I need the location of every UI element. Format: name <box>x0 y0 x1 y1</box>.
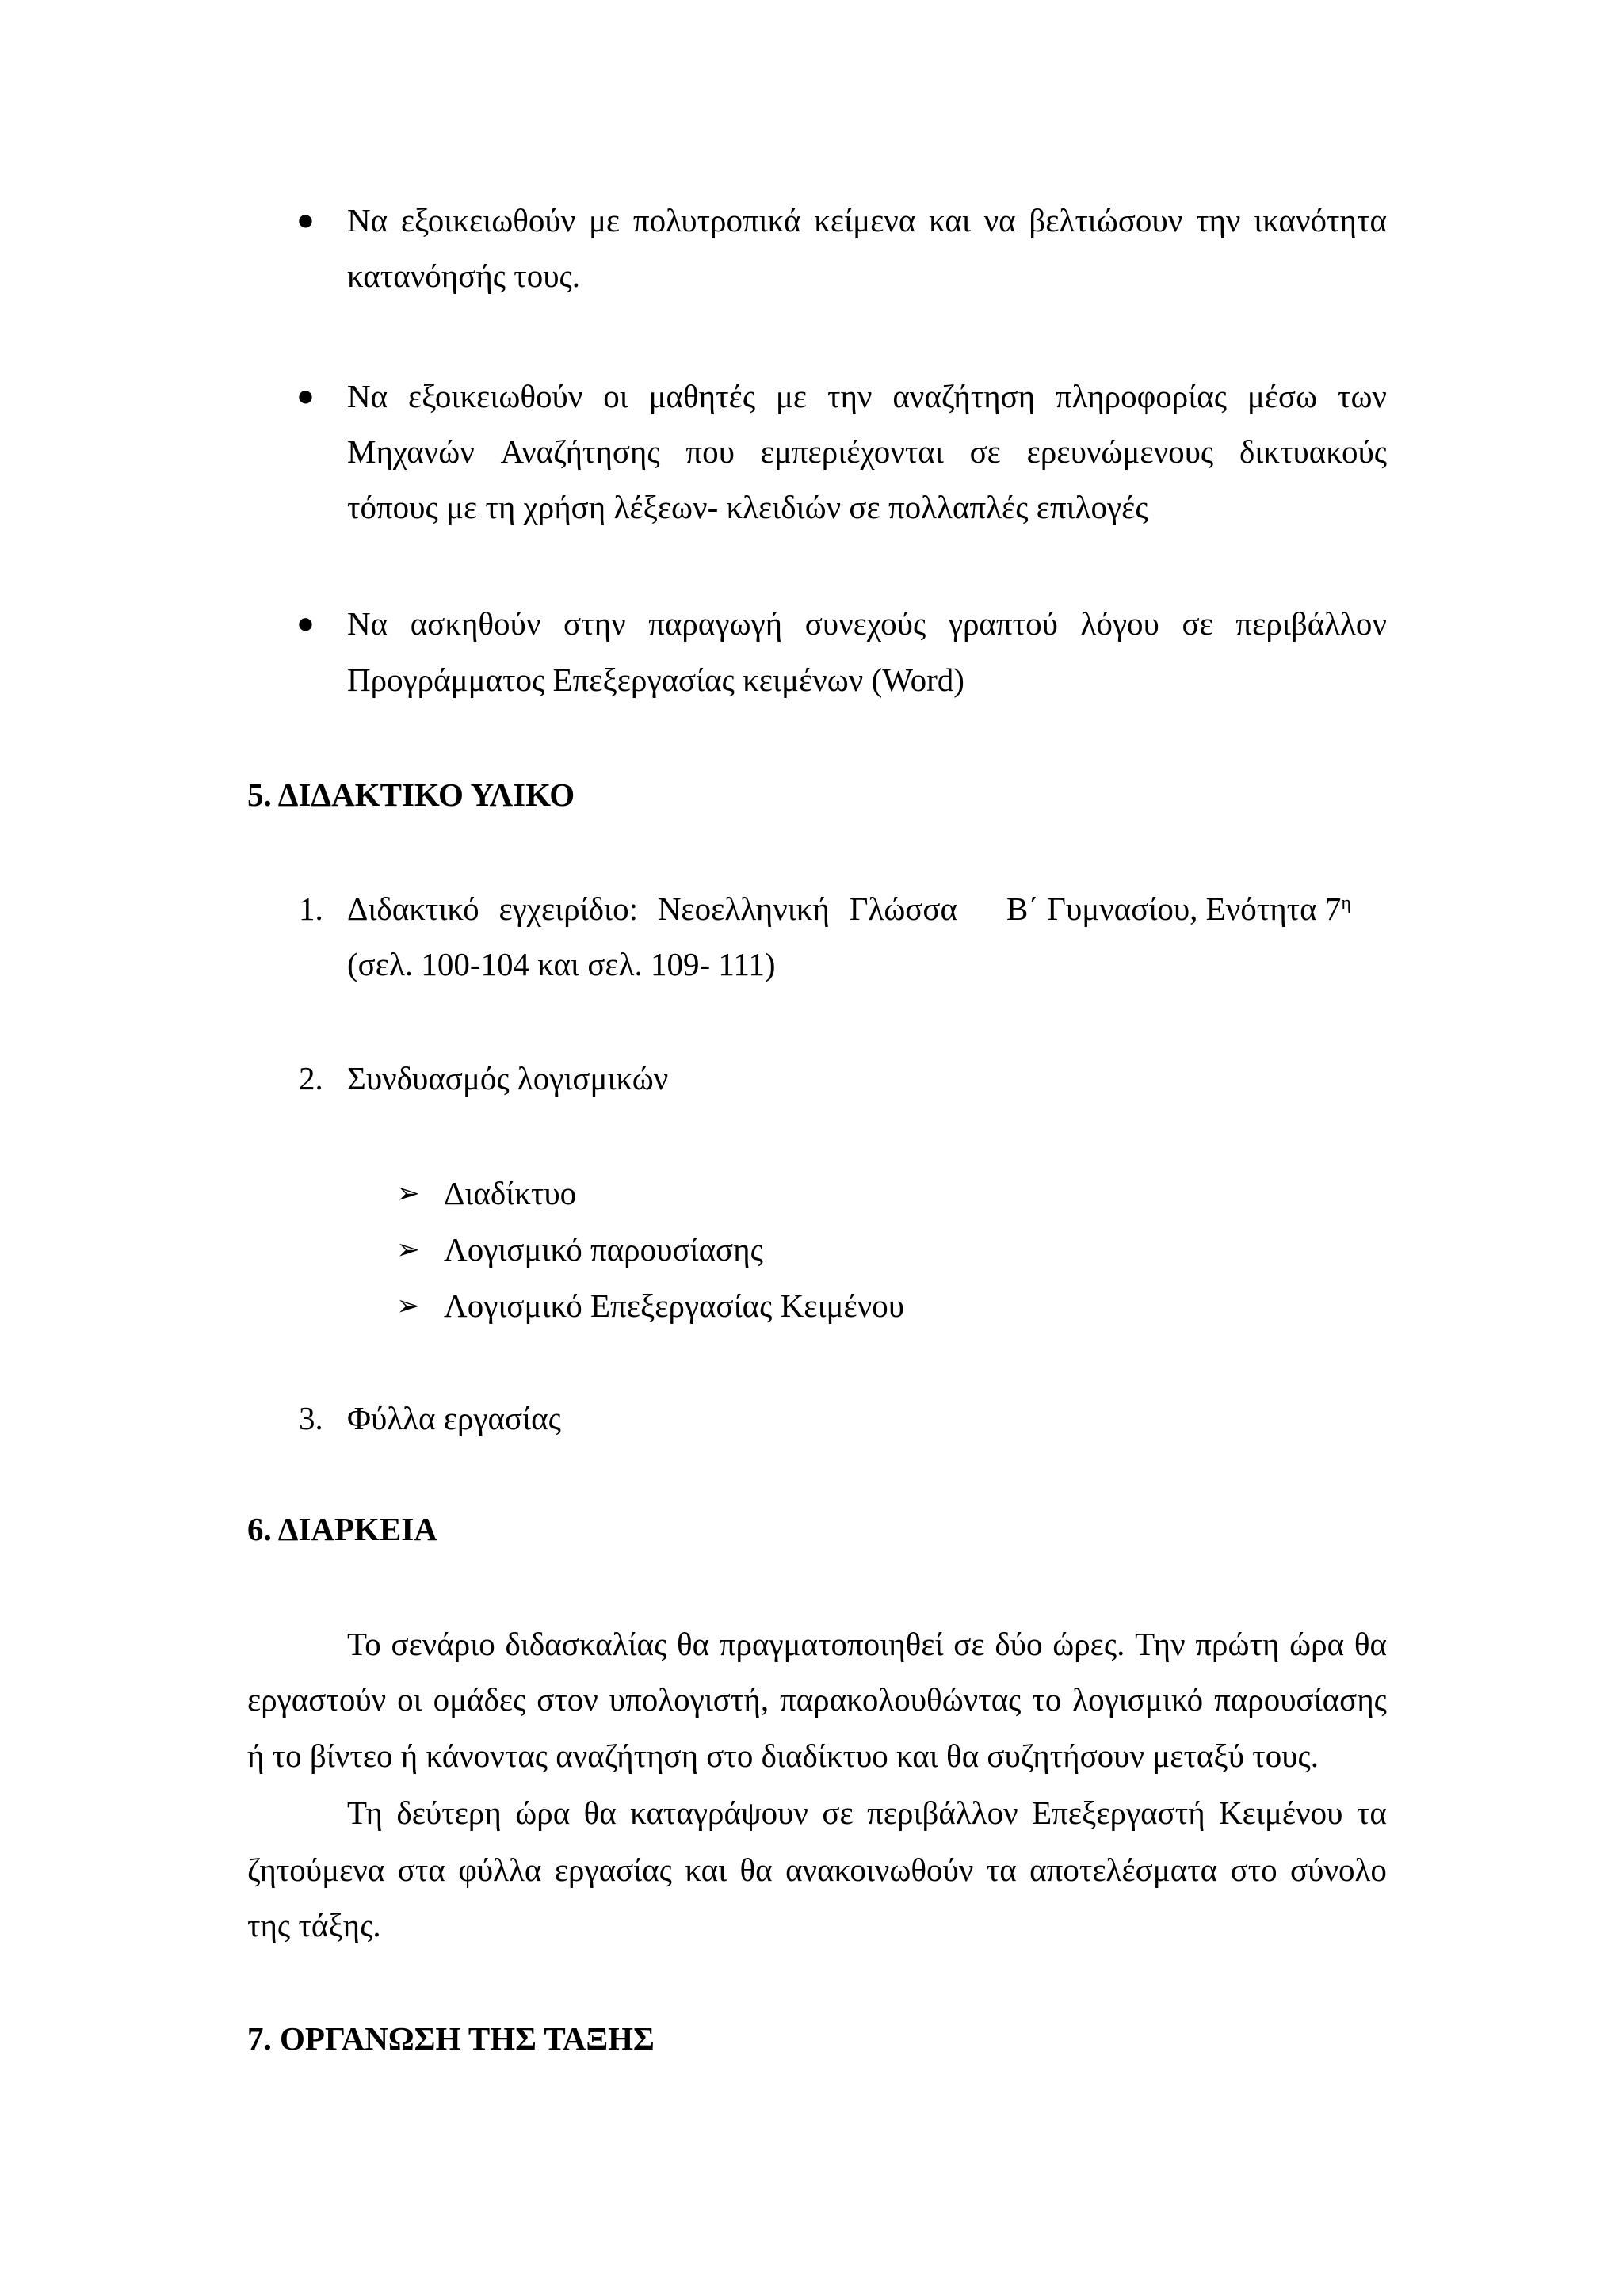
paragraph-line-justified <box>347 1628 1387 1661</box>
word: τα <box>986 1852 1017 1888</box>
word: Να <box>347 605 388 642</box>
word: Αναζήτησης <box>500 433 660 470</box>
word: Την <box>1135 1626 1186 1662</box>
word: των <box>1337 378 1387 414</box>
word: εξοικειωθούν <box>407 378 583 414</box>
word: σε <box>822 1794 854 1831</box>
software-subitem-label: Λογισμικό Επεξεργασίας Κειμένου <box>444 1287 905 1324</box>
word: την <box>1196 202 1241 238</box>
word: σενάριο <box>391 1626 495 1662</box>
word: Κειμένου <box>1219 1794 1343 1831</box>
word: εργαστούν <box>247 1681 387 1718</box>
material-line-right <box>1006 893 1351 925</box>
word: στο <box>1230 1852 1277 1888</box>
word: με <box>588 202 621 238</box>
word: πληροφορίας <box>1055 378 1227 414</box>
word: Να <box>347 378 388 414</box>
word: τα <box>1356 1794 1387 1831</box>
word: θα <box>739 1852 773 1888</box>
word: πρώτη <box>1195 1626 1280 1662</box>
word: παρουσίασης <box>1214 1681 1387 1718</box>
word: καταγράψουν <box>630 1794 808 1831</box>
objective-line: κατανόησής τους. <box>347 257 581 294</box>
bullet-icon: ● <box>296 204 315 237</box>
paragraph-line-justified <box>247 1681 1387 1718</box>
word: θα <box>583 1794 617 1831</box>
word: πολυτροπικά <box>632 202 801 238</box>
material-line: Συνδυασμός λογισμικών <box>347 1060 669 1097</box>
word: θα <box>1354 1626 1387 1662</box>
objective-line-justified <box>347 380 1387 413</box>
word: ανακοινωθούν <box>785 1852 974 1888</box>
word: διδασκαλίας <box>505 1626 667 1662</box>
word: παρακολουθώντας <box>780 1681 1022 1718</box>
list-number: 2. <box>299 1060 323 1097</box>
word: εργασίας <box>554 1852 672 1888</box>
word: υπολογιστή, <box>609 1681 769 1718</box>
word: εγχειρίδιο: <box>498 891 638 927</box>
word: φύλλα <box>458 1852 542 1888</box>
bullet-icon: ● <box>296 379 315 413</box>
objective-line-justified <box>347 204 1387 237</box>
word: οι <box>603 378 628 414</box>
word: ασκηθούν <box>410 605 541 642</box>
paragraph-line-justified <box>247 1854 1387 1886</box>
word: δύο <box>995 1626 1043 1662</box>
word: θα <box>676 1626 710 1662</box>
word: περιβάλλον <box>867 1794 1018 1831</box>
material-line: (σελ. 100-104 και σελ. 109- 111) <box>347 946 776 982</box>
word: ζητούμενα <box>247 1852 385 1888</box>
list-number: 1. <box>299 891 323 927</box>
word: σε <box>1182 605 1213 642</box>
word: μαθητές <box>648 378 756 414</box>
objective-line: τόπους με τη χρήση λέξεων- κλειδιών σε πολλαπλές επιλογές <box>347 489 1148 525</box>
edition-text: Β΄ Γυμνασίου, Ενότητα 7 <box>1006 891 1342 927</box>
paragraph-line: ή το βίντεο ή κάνοντας αναζήτηση στο διαδίκτυο και θα συζητήσουν μεταξύ τους. <box>247 1737 1319 1774</box>
word: ικανότητα <box>1254 202 1387 238</box>
word: δεύτερη <box>396 1794 502 1831</box>
word: Γλώσσα <box>849 891 957 927</box>
word: στα <box>397 1852 445 1888</box>
material-line: Φύλλα εργασίας <box>347 1400 561 1436</box>
arrow-bullet-icon: ➢ <box>396 1234 421 1266</box>
word: Να <box>347 202 388 238</box>
objective-line-justified <box>347 605 1387 642</box>
list-number: 3. <box>299 1400 323 1436</box>
word: οι <box>397 1681 422 1718</box>
word: ερευνώμενους <box>1026 433 1214 470</box>
word: αποτελέσματα <box>1029 1852 1218 1888</box>
arrow-bullet-icon: ➢ <box>396 1177 421 1210</box>
word: ώρες. <box>1052 1626 1125 1662</box>
word: λόγου <box>1080 605 1159 642</box>
word: Τη <box>347 1794 383 1831</box>
word: να <box>983 202 1016 238</box>
word: Επεξεργαστή <box>1032 1794 1205 1831</box>
word: στον <box>537 1681 598 1718</box>
word: ώρα <box>515 1794 571 1831</box>
ordinal-superscript: η <box>1341 893 1351 913</box>
word: σύνολο <box>1290 1852 1387 1888</box>
word: αναζήτηση <box>892 378 1036 414</box>
bullet-icon: ● <box>296 607 315 640</box>
word: γραπτού <box>948 605 1058 642</box>
word: λογισμικό <box>1072 1681 1204 1718</box>
word: στην <box>563 605 626 642</box>
word: εξοικειωθούν <box>400 202 576 238</box>
word: Το <box>347 1626 381 1662</box>
section-heading-duration: 6. ΔΙΑΡΚΕΙΑ <box>247 1511 437 1547</box>
word: ώρα <box>1289 1626 1345 1662</box>
word: σε <box>953 1626 985 1662</box>
paragraph-line: της τάξης. <box>247 1907 381 1943</box>
word: δικτυακούς <box>1239 433 1387 470</box>
software-subitem-label: Διαδίκτυο <box>444 1175 577 1211</box>
word: σε <box>969 433 1001 470</box>
arrow-bullet-icon: ➢ <box>396 1290 421 1322</box>
word: πραγματοποιηθεί <box>719 1626 944 1662</box>
material-line-justified <box>347 893 957 925</box>
software-subitem-label: Λογισμικό παρουσίασης <box>444 1231 763 1268</box>
word: παραγωγή <box>648 605 783 642</box>
word: Διδακτικό <box>347 891 479 927</box>
word: κείμενα <box>814 202 916 238</box>
word: Μηχανών <box>347 433 475 470</box>
word: με <box>775 378 808 414</box>
section-heading-class-organization: 7. ΟΡΓΑΝΩΣΗ ΤΗΣ ΤΑΞΗΣ <box>247 2020 655 2057</box>
word: βελτιώσουν <box>1029 202 1183 238</box>
paragraph-line-justified <box>347 1794 1387 1831</box>
objective-line-justified <box>347 433 1387 470</box>
section-heading-teaching-material: 5. ΔΙΔΑΚΤΙΚΟ ΥΛΙΚΟ <box>247 776 575 813</box>
word: μέσω <box>1247 378 1318 414</box>
word: την <box>827 378 873 414</box>
word: το <box>1032 1681 1062 1718</box>
word: περιβάλλον <box>1235 605 1387 642</box>
word: εμπεριέχονται <box>760 433 944 470</box>
word: Νεοελληνική <box>657 891 830 927</box>
word: που <box>685 433 735 470</box>
word: και <box>929 202 971 238</box>
word: και <box>685 1852 727 1888</box>
objective-line: Προγράμματος Επεξεργασίας κειμένων (Word) <box>347 662 964 698</box>
word: ομάδες <box>433 1681 526 1718</box>
word: συνεχούς <box>804 605 926 642</box>
